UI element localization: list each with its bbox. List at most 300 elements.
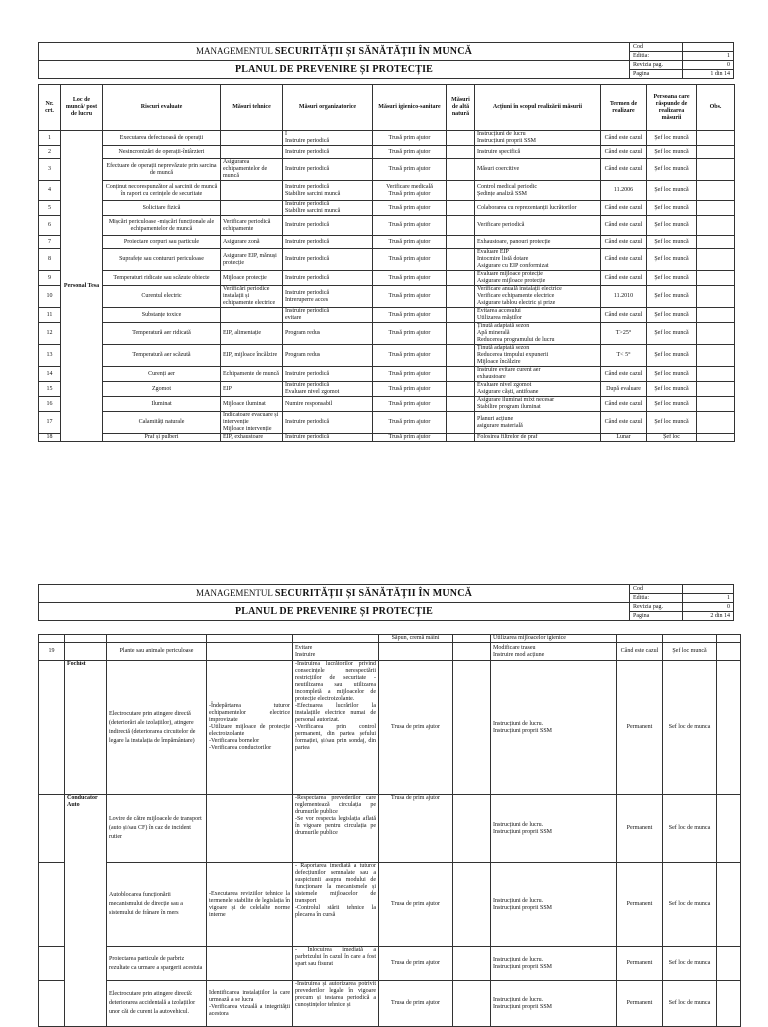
actions-cell: Instrucțiuni de lucru. Instrucțiuni proprii SSM	[491, 661, 617, 795]
plan-title: PLANUL DE PREVENIRE ȘI PROTECȚIE	[39, 603, 630, 621]
organizational-measures-cell: - Inlocuirea imediată a parbrizului în cazul în care a fost spart sau fisurat	[293, 947, 379, 981]
technical-measures-cell: Identificarea instalațiilor la care urmează a se lucra -Verificarea vizuală a integrității acestora	[207, 981, 293, 1027]
hygiene-measures-cell: Săpun, cremă mâini	[379, 635, 453, 643]
deadline-cell: Când este cazul	[601, 412, 647, 434]
responsible-cell: Șef loc muncă	[647, 286, 697, 308]
hygiene-measures-cell: Trusa de prim ajutor	[379, 795, 453, 863]
responsible-cell: Sef loc de munca	[663, 661, 717, 795]
responsible-cell: Șef loc muncă	[647, 216, 697, 236]
actions-cell: Asigurare iluminat mixt necesar Stabilire program iluminat	[475, 397, 601, 412]
observations-cell	[697, 412, 735, 434]
other-measures-cell	[447, 434, 475, 442]
risk-cell: Autoblocarea funcționării mecanismului de direcție sau a sistemului de frânare în mers	[107, 863, 207, 947]
row-number	[39, 863, 65, 947]
observations-cell	[697, 308, 735, 323]
risk-cell: Zgomot	[103, 382, 221, 397]
deadline-cell: Permanent	[617, 947, 663, 981]
hygiene-measures-cell: Trusă prim ajutor	[373, 216, 447, 236]
responsible-cell: Șef loc muncă	[647, 236, 697, 249]
col-organizatorice-header: Măsuri organizatorice	[283, 85, 373, 131]
deadline-cell: După evaluare	[601, 382, 647, 397]
editia-value: 1	[683, 594, 734, 603]
observations-cell	[697, 159, 735, 181]
table-row	[39, 216, 735, 236]
actions-cell: Măsuri coercitive	[475, 159, 601, 181]
hygiene-measures-cell: Trusă prim ajutor	[373, 382, 447, 397]
deadline-cell: Permanent	[617, 661, 663, 795]
hygiene-measures-cell: Trusa de prim ajutor	[379, 947, 453, 981]
row-number: 12	[39, 323, 61, 345]
document-title: MANAGEMENTUL SECURITĂȚII ȘI SĂNĂTĂȚII ÎN MUNCĂ	[39, 43, 630, 61]
hygiene-measures-cell: Trusă prim ajutor	[373, 131, 447, 146]
observations-cell	[697, 146, 735, 159]
organizational-measures-cell: Instruire periodică Evaluare nivel zgomot	[283, 382, 373, 397]
location-cell: Conducator Auto	[65, 795, 107, 1027]
risk-cell: Nesincronizări de operații-întârzieri	[103, 146, 221, 159]
hygiene-measures-cell: Trusă prim ajutor	[373, 159, 447, 181]
table-row	[39, 345, 735, 367]
organizational-measures-cell: Instruire periodică	[283, 146, 373, 159]
row-number: 11	[39, 308, 61, 323]
organizational-measures-cell: Instruire periodică Intreruperre acces	[283, 286, 373, 308]
row-number	[39, 981, 65, 1027]
hygiene-measures-cell	[379, 643, 453, 661]
row-number: 13	[39, 345, 61, 367]
deadline-cell: Când este cazul	[601, 249, 647, 271]
actions-cell: Control medical periodic Ședințe analiză SSM	[475, 181, 601, 201]
other-measures-cell	[453, 661, 491, 795]
other-measures-cell	[447, 146, 475, 159]
organizational-measures-cell: Instruire periodică	[283, 367, 373, 382]
organizational-measures-cell: Instruire periodică evitare	[283, 308, 373, 323]
table-row	[39, 286, 735, 308]
risk-table-page2	[38, 634, 741, 1027]
actions-cell: Instrucțiuni de lucru. Instrucțiuni proprii SSM	[491, 863, 617, 947]
other-measures-cell	[447, 216, 475, 236]
table-row	[39, 434, 735, 442]
other-measures-cell	[447, 181, 475, 201]
actions-cell: Ținută adaptată sezon Apă minerală Reducerea programului de lucru	[475, 323, 601, 345]
deadline-cell: Lunar	[601, 434, 647, 442]
table-row	[39, 271, 735, 286]
deadline-cell: Când este cazul	[601, 271, 647, 286]
responsible-cell: Șef loc	[647, 434, 697, 442]
deadline-cell: Când este cazul	[617, 643, 663, 661]
table-row	[39, 795, 741, 863]
technical-measures-cell: EIP, exhaustoare	[221, 434, 283, 442]
other-measures-cell	[447, 367, 475, 382]
responsible-cell: Șef loc muncă	[647, 367, 697, 382]
col-igienico-header: Măsuri igienico-sanitare	[373, 85, 447, 131]
col-persoana-header: Persoana care răspunde de realizarea măsurii	[647, 85, 697, 131]
other-measures-cell	[447, 397, 475, 412]
row-number: 9	[39, 271, 61, 286]
other-measures-cell	[447, 131, 475, 146]
observations-cell	[697, 434, 735, 442]
editia-label: Editia:	[630, 52, 683, 61]
risk-cell: Substanțe toxice	[103, 308, 221, 323]
location-cell: Fochist	[65, 661, 107, 795]
cod-value	[683, 585, 734, 594]
cod-label: Cod	[630, 43, 683, 52]
col-tehnice-header: Măsuri tehnice	[221, 85, 283, 131]
organizational-measures-cell: I Instruire periodică	[283, 131, 373, 146]
risk-table-page1	[38, 84, 735, 442]
other-measures-cell	[453, 981, 491, 1027]
other-measures-cell	[447, 201, 475, 216]
table-row	[39, 131, 735, 146]
organizational-measures-cell: Program redus	[283, 323, 373, 345]
risk-cell: Proiectare corpuri sau particule	[103, 236, 221, 249]
technical-measures-cell: Echipamente de muncă	[221, 367, 283, 382]
table-row	[39, 981, 741, 1027]
actions-cell: Instrucțiuni de lucru. Instrucțiuni proprii SSM	[491, 947, 617, 981]
responsible-cell: Șef loc muncă	[647, 131, 697, 146]
observations-cell	[697, 367, 735, 382]
observations-cell	[697, 271, 735, 286]
cod-label: Cod	[630, 585, 683, 594]
other-measures-cell	[447, 345, 475, 367]
technical-measures-cell: -Îndepărtarea tuturor echipamentelor electrice improvizate -Utilizare mijloace de protecție electroizolante -Verificarea bornelor -Verificarea conductorilor	[207, 661, 293, 795]
other-measures-cell	[447, 249, 475, 271]
deadline-cell: Permanent	[617, 795, 663, 863]
observations-cell	[717, 643, 741, 661]
technical-measures-cell	[221, 201, 283, 216]
deadline-cell: Când este cazul	[601, 216, 647, 236]
risk-cell: Plante sau animale periculoase	[107, 643, 207, 661]
technical-measures-cell	[221, 131, 283, 146]
deadline-cell: Când este cazul	[601, 367, 647, 382]
deadline-cell: Permanent	[617, 863, 663, 947]
hygiene-measures-cell: Trusă prim ajutor	[373, 271, 447, 286]
technical-measures-cell	[221, 181, 283, 201]
row-number: 10	[39, 286, 61, 308]
responsible-cell: Șef loc muncă	[647, 201, 697, 216]
technical-measures-cell: Verificări periodice instalații și echipamente electrice	[221, 286, 283, 308]
organizational-measures-cell: Instruire periodică	[283, 249, 373, 271]
table-row	[39, 643, 741, 661]
observations-cell	[697, 181, 735, 201]
risk-cell: Electrocutare prin atingere directă (deteriorări ale izolațiilor), atingere indirectă (deteriorarea circuitelor de legare la instalația de împământare)	[107, 661, 207, 795]
organizational-measures-cell: Numire responsabil	[283, 397, 373, 412]
responsible-cell: Șef loc muncă	[647, 382, 697, 397]
technical-measures-cell	[221, 146, 283, 159]
other-measures-cell	[453, 795, 491, 863]
risk-cell: Suprafețe sau contururi periculoase	[103, 249, 221, 271]
organizational-measures-cell: Instruire periodică Stabilire sarcini muncă	[283, 181, 373, 201]
actions-cell: Colaborarea cu reprezentanții lucrătorilor	[475, 201, 601, 216]
table-row	[39, 412, 735, 434]
observations-cell	[697, 382, 735, 397]
document-title: MANAGEMENTUL SECURITĂȚII ȘI SĂNĂTĂȚII ÎN MUNCĂ	[39, 585, 630, 603]
organizational-measures-cell: Evitare Instruire	[293, 643, 379, 661]
responsible-cell: Șef loc muncă	[647, 159, 697, 181]
col-obs-header: Obs.	[697, 85, 735, 131]
responsible-cell: Sef loc de munca	[663, 795, 717, 863]
cod-value	[683, 43, 734, 52]
observations-cell	[717, 981, 741, 1027]
actions-cell: Exhaustoare, panouri protecție	[475, 236, 601, 249]
organizational-measures-cell: Instruire periodică	[283, 412, 373, 434]
table-row	[39, 146, 735, 159]
row-number: 3	[39, 159, 61, 181]
observations-cell	[697, 249, 735, 271]
technical-measures-cell: Asigurarea echipamentelor de muncă	[221, 159, 283, 181]
table-row	[39, 201, 735, 216]
page2-header	[38, 584, 734, 621]
col-riscuri-header: Riscuri evaluate	[103, 85, 221, 131]
other-measures-cell	[453, 635, 491, 643]
responsible-cell: Șef loc muncă	[647, 397, 697, 412]
row-number: 15	[39, 382, 61, 397]
hygiene-measures-cell: Trusă prim ajutor	[373, 397, 447, 412]
technical-measures-cell: Verificare periodică echipamente	[221, 216, 283, 236]
actions-cell: Instrucțiuni de lucru. Instrucțiuni proprii SSM	[491, 795, 617, 863]
deadline-cell: Când este cazul	[601, 159, 647, 181]
row-number: 18	[39, 434, 61, 442]
other-measures-cell	[447, 286, 475, 308]
risk-cell: Proiectarea particule de parbriz rezultate ca urmare a spargerii acestuia	[107, 947, 207, 981]
technical-measures-cell: Asigurare EIP, mănuși protecție	[221, 249, 283, 271]
technical-measures-cell: EIP, alimentație	[221, 323, 283, 345]
hygiene-measures-cell: Trusă prim ajutor	[373, 323, 447, 345]
deadline-cell: Când este cazul	[601, 308, 647, 323]
table-row	[39, 367, 735, 382]
responsible-cell: Șef loc muncă	[663, 643, 717, 661]
deadline-cell: Când este cazul	[601, 201, 647, 216]
deadline-cell: Când este cazul	[601, 236, 647, 249]
deadline-cell: T>25°	[601, 323, 647, 345]
responsible-cell: Șef loc muncă	[647, 181, 697, 201]
risk-cell: Efectuare de operații neprevăzute prin sarcina de muncă	[103, 159, 221, 181]
table-row	[39, 397, 735, 412]
technical-measures-cell: Mijloace iluminat	[221, 397, 283, 412]
hygiene-measures-cell: Trusă prim ajutor	[373, 236, 447, 249]
organizational-measures-cell: Instruire periodică	[283, 236, 373, 249]
col-nr-header: Nr. crt.	[39, 85, 61, 131]
empty-cell	[39, 635, 65, 643]
observations-cell	[717, 795, 741, 863]
col-actiuni-header: Acțiuni în scopul realizării măsurii	[475, 85, 601, 131]
risk-cell: Mișcări periculoase -mișcări funcționale ale echipamentelor de muncă	[103, 216, 221, 236]
row-number	[39, 661, 65, 795]
observations-cell	[697, 397, 735, 412]
revizia-label: Revizia pag.	[630, 603, 683, 612]
table-row	[39, 249, 735, 271]
row-number	[39, 947, 65, 981]
responsible-cell: Șef loc muncă	[647, 271, 697, 286]
deadline-cell: Când este cazul	[601, 131, 647, 146]
col-termen-header: Termen de realizare	[601, 85, 647, 131]
row-number: 14	[39, 367, 61, 382]
observations-cell	[697, 216, 735, 236]
technical-measures-cell	[207, 947, 293, 981]
responsible-cell: Șef loc muncă	[647, 249, 697, 271]
deadline-cell: 11.2006	[601, 181, 647, 201]
row-number: 4	[39, 181, 61, 201]
actions-cell: Planuri acțiune asigurare materială	[475, 412, 601, 434]
actions-cell: Evaluare mijloace protecție Asigurare mijloace protecție	[475, 271, 601, 286]
responsible-cell: Sef loc de munca	[663, 947, 717, 981]
technical-measures-cell	[207, 643, 293, 661]
risk-cell: Calamități naturale	[103, 412, 221, 434]
actions-cell: Verificare periodică	[475, 216, 601, 236]
risk-cell: Temperatură aer ridicată	[103, 323, 221, 345]
empty-cell	[663, 635, 717, 643]
other-measures-cell	[447, 271, 475, 286]
responsible-cell: Șef loc muncă	[647, 323, 697, 345]
hygiene-measures-cell: Trusa de prim ajutor	[379, 661, 453, 795]
page-number: 2 din 14	[683, 612, 734, 621]
row-number	[39, 795, 65, 863]
observations-cell	[697, 323, 735, 345]
deadline-cell: Când este cazul	[601, 146, 647, 159]
hygiene-measures-cell: Trusă prim ajutor	[373, 412, 447, 434]
actions-cell: Verificare anuală instalații electrice Verificare echipamente electrice Asigurare tablou electric și prize	[475, 286, 601, 308]
revizia-value: 0	[683, 61, 734, 70]
table-row	[39, 159, 735, 181]
other-measures-cell	[453, 947, 491, 981]
risk-cell: Iluminat	[103, 397, 221, 412]
deadline-cell: T< 5°	[601, 345, 647, 367]
empty-cell	[617, 635, 663, 643]
empty-cell	[107, 635, 207, 643]
hygiene-measures-cell: Trusa de prim ajutor	[379, 981, 453, 1027]
observations-cell	[717, 661, 741, 795]
location-cell	[65, 643, 107, 661]
organizational-measures-cell: -Instruirea și autorizarea potrivit prevederilor legale în vigoare precum și testarea periodică a cunoștințelor tehnice și	[293, 981, 379, 1027]
hygiene-measures-cell: Trusă prim ajutor	[373, 308, 447, 323]
row-number: 2	[39, 146, 61, 159]
other-measures-cell	[453, 643, 491, 661]
organizational-measures-cell: -Instruirea lucrătorilor privind consecințele nerespectării restricțiilor de securitate - neutilizarea sau utilizarea incompletă a mijloacelor de protecție electroizolante. -Efectuarea lucrărilor la instalațiile electrice numai de personal autorizat. -Verificarea prin control permanent, din partea șefului formației, și/sau prin sondaj, din partea	[293, 661, 379, 795]
technical-measures-cell: Asigurare zonă	[221, 236, 283, 249]
deadline-cell: 11.2010	[601, 286, 647, 308]
responsible-cell: Șef loc muncă	[647, 146, 697, 159]
hygiene-measures-cell: Trusă prim ajutor	[373, 286, 447, 308]
technical-measures-cell: -Executarea reviziilor tehnice la termenele stabilite de legislația în vigoare și de celelalte norme interne	[207, 863, 293, 947]
actions-cell: Modificare traseu Instruire mod acțiune	[491, 643, 617, 661]
col-alta-header: Măsuri de altă natură	[447, 85, 475, 131]
responsible-cell: Șef loc muncă	[647, 412, 697, 434]
risk-cell: Executarea defectuoasă de operații	[103, 131, 221, 146]
technical-measures-cell: Mijloace protecție	[221, 271, 283, 286]
responsible-cell: Șef loc muncă	[647, 308, 697, 323]
col-loc-header: Loc de muncă/ post de lucru	[61, 85, 103, 131]
hygiene-measures-cell: Trusă prim ajutor	[373, 201, 447, 216]
row-number: 16	[39, 397, 61, 412]
actions-cell: Folosirea filtrelor de praf	[475, 434, 601, 442]
revizia-label: Revizia pag.	[630, 61, 683, 70]
risk-cell: Conținut necorespunzător al sarcinii de muncă în raport cu cerințele de securitate	[103, 181, 221, 201]
technical-measures-cell: EIP, mijloace încălzire	[221, 345, 283, 367]
table-row	[39, 323, 735, 345]
organizational-measures-cell: Instruire periodică Stabilire sarcini muncă	[283, 201, 373, 216]
other-measures-cell	[447, 412, 475, 434]
actions-cell: Evitarea accesului Utilizarea măștilor	[475, 308, 601, 323]
actions-cell: Instruire specifică	[475, 146, 601, 159]
row-number: 8	[39, 249, 61, 271]
organizational-measures-cell: - Raportarea imediată a tuturor defecțiunilor semnalate sau a suspiciunii asupra modului de funcționare la mecanismele și sistemele mijloacelor de transport -Controlul stării tehnice la plecarea în cursă	[293, 863, 379, 947]
location-cell: Personal Tesa	[61, 131, 103, 442]
hygiene-measures-cell: Verificare medicală Trusă prim ajutor	[373, 181, 447, 201]
organizational-measures-cell: Program redus	[283, 345, 373, 367]
row-number: 1	[39, 131, 61, 146]
pagina-label: Pagina	[630, 612, 683, 621]
risk-cell: Praf și pulberi	[103, 434, 221, 442]
hygiene-measures-cell: Trusa de prim ajutor	[379, 863, 453, 947]
row-number: 7	[39, 236, 61, 249]
risk-cell: Electrocutare prin atingere directă: deteriorarea accidentală a izolațiilor unor căi de curent la autovehicul.	[107, 981, 207, 1027]
actions-cell: Instrucțiuni de lucru. Instrucțiuni proprii SSM	[491, 981, 617, 1027]
hygiene-measures-cell: Trusă prim ajutor	[373, 367, 447, 382]
plan-title: PLANUL DE PREVENIRE ȘI PROTECȚIE	[39, 61, 630, 79]
hygiene-measures-cell: Trusă prim ajutor	[373, 146, 447, 159]
observations-cell	[697, 345, 735, 367]
risk-cell: Solicitare fizică	[103, 201, 221, 216]
table-row	[39, 947, 741, 981]
responsible-cell: Sef loc de munca	[663, 863, 717, 947]
observations-cell	[717, 863, 741, 947]
hygiene-measures-cell: Trusă prim ajutor	[373, 434, 447, 442]
organizational-measures-cell: Instruire periodică	[283, 159, 373, 181]
other-measures-cell	[447, 382, 475, 397]
deadline-cell: Când este cazul	[601, 397, 647, 412]
technical-measures-cell	[221, 308, 283, 323]
responsible-cell: Șef loc muncă	[647, 345, 697, 367]
organizational-measures-cell: Instruire periodică	[283, 216, 373, 236]
other-measures-cell	[447, 323, 475, 345]
empty-cell	[65, 635, 107, 643]
other-measures-cell	[453, 863, 491, 947]
table-row	[39, 635, 741, 643]
risk-cell: Curenți aer	[103, 367, 221, 382]
actions-cell: Evaluare nivel zgomot Asigurare căști, antifoane	[475, 382, 601, 397]
revizia-value: 0	[683, 603, 734, 612]
pagina-label: Pagina	[630, 70, 683, 79]
technical-measures-cell: Indicatoare evacuare și intervenție Mijloace intervenție	[221, 412, 283, 434]
editia-value: 1	[683, 52, 734, 61]
actions-cell: Ținută adaptată sezon Reducerea timpului expunerii Mijloace încălzire	[475, 345, 601, 367]
row-number: 19	[39, 643, 65, 661]
technical-measures-cell	[207, 795, 293, 863]
row-number: 17	[39, 412, 61, 434]
observations-cell	[717, 947, 741, 981]
observations-cell	[697, 236, 735, 249]
page1-header	[38, 42, 734, 79]
risk-cell: Temperaturi ridicate sau scăzute obiecte	[103, 271, 221, 286]
row-number: 5	[39, 201, 61, 216]
hygiene-measures-cell: Trusă prim ajutor	[373, 345, 447, 367]
observations-cell	[697, 286, 735, 308]
hygiene-measures-cell: Trusă prim ajutor	[373, 249, 447, 271]
other-measures-cell	[447, 236, 475, 249]
actions-cell: Instruire evitare curent aer exhaustoare	[475, 367, 601, 382]
technical-measures-cell: EIP	[221, 382, 283, 397]
table-row	[39, 236, 735, 249]
deadline-cell: Permanent	[617, 981, 663, 1027]
observations-cell	[697, 201, 735, 216]
actions-cell: Evaluare EIP Intocmire listă dotare Asigurare cu EIP conformizat	[475, 249, 601, 271]
other-measures-cell	[447, 308, 475, 323]
organizational-measures-cell: -Respectarea prevederilor care reglementează circulația pe drumurile publice -Se vor respecta legislația aflată în vigoare pentru circulația pe drumurile publice	[293, 795, 379, 863]
table-row	[39, 308, 735, 323]
risk-cell: Lovire de către mijloacele de transport (auto și/sau CF) în caz de incident rutier	[107, 795, 207, 863]
empty-cell	[207, 635, 293, 643]
row-number: 6	[39, 216, 61, 236]
actions-cell: Instrucțiuni de lucru Instrucțiuni proprii SSM	[475, 131, 601, 146]
risk-cell: Temperatură aer scăzută	[103, 345, 221, 367]
